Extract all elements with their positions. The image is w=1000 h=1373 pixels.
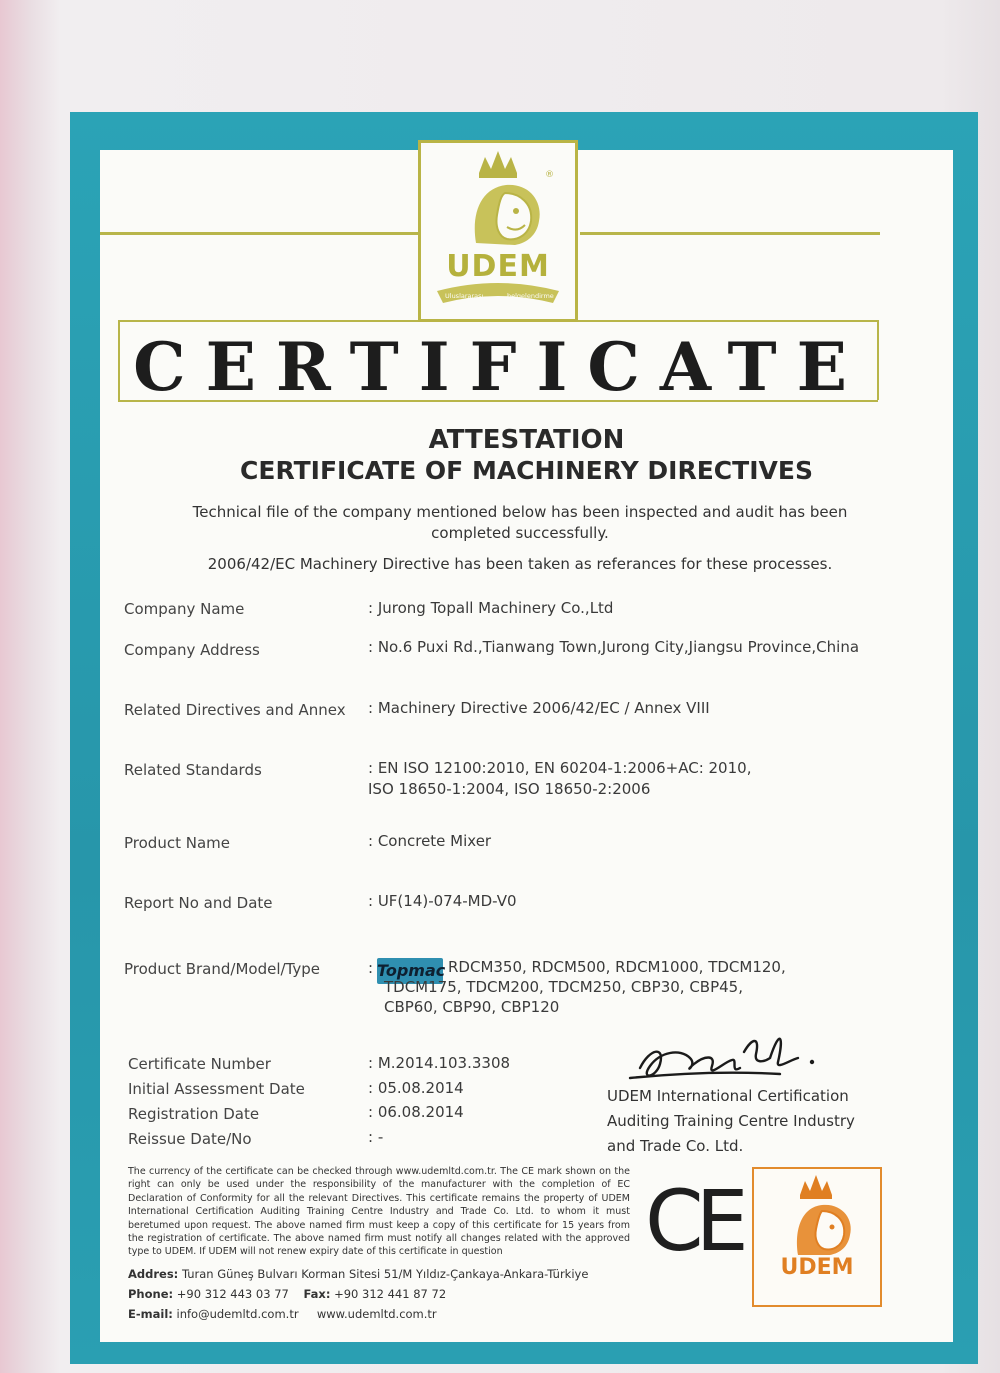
address-label: Addres: [128,1267,179,1281]
field-label: Company Address [124,641,260,659]
issuer-line: Auditing Training Centre Industry [607,1112,855,1130]
email-label: E-mail: [128,1307,173,1321]
cert-value: : M.2014.103.3308 [368,1054,511,1072]
notice-paragraph: The currency of the certificate can be checked through www.udemltd.com.tr. The CE mark shown on the right can only be used under the responsibility of the manufacturer with the completion of EC Declaration of Conformity for all the relevant Directives. This certificate remains the property of UDEM International Certification Auditing Training Centre Industry and Trade Co. Ltd. to whom it must beretumed upon request. The above named firm must keep a copy of this certificate for 15 years from the registration of certificate. The above named firm must notify all changes related with the approved type to UDEM. If UDEM will not renew expiry date of this certificate in question [128,1166,630,1258]
models-line: TDCM175, TDCM200, TDCM250, CBP30, CBP45, [384,978,743,996]
cert-value: : 05.08.2014 [368,1079,464,1097]
subtitle-attestation: ATTESTATION [428,425,625,455]
models-line: RDCM350, RDCM500, RDCM1000, TDCM120, [448,958,786,976]
logo-brand: UDEM [446,249,550,284]
phone-line [128,1287,446,1301]
logo2-brand: UDEM [780,1255,854,1280]
field-label: Report No and Date [124,894,273,912]
cert-label: Reissue Date/No [128,1130,252,1148]
frame-line [877,320,879,400]
phone-value: +90 312 443 03 77 [176,1287,289,1301]
issuer-line: UDEM International Certification [607,1087,849,1105]
field-value: : UF(14)-074-MD-V0 [368,892,517,910]
issuer-block [607,1084,855,1159]
cert-value: : - [368,1128,384,1146]
udem-logo-orange [752,1167,882,1307]
intro-reference: 2006/42/EC Machinery Directive has been taken as referances for these processes. [207,555,833,573]
field-value: : Machinery Directive 2006/42/EC / Annex VIII [368,699,710,717]
frame-line [580,232,880,235]
udem-logo [418,140,578,322]
cert-label: Initial Assessment Date [128,1080,305,1098]
fax-label: Fax: [303,1287,331,1301]
cert-label: Certificate Number [128,1055,271,1073]
lion-icon [475,185,540,245]
address-value: Turan Güneş Bulvarı Korman Sitesi 51/M Yıldız-Çankaya-Ankara-Türkiye [181,1267,589,1281]
intro-paragraph: Technical file of the company mentioned below has been inspected and audit has been completed successfully. [192,503,848,542]
email-value: info@udemltd.com.tr [176,1307,299,1321]
svg-text:®: ® [545,170,554,180]
website-value: www.udemltd.com.tr [316,1307,437,1321]
field-value: : EN ISO 12100:2010, EN 60204-1:2006+AC: 2010, ISO 18650-1:2004, ISO 18650-2:2006 [368,759,752,798]
lion-icon [797,1205,851,1255]
field-value: : Concrete Mixer [368,832,492,850]
field-label: Related Directives and Annex [124,701,346,719]
field-label: Product Brand/Model/Type [124,960,320,978]
certificate-title: CERTIFICATE [133,328,867,406]
fax-value: +90 312 441 87 72 [334,1287,447,1301]
field-value: : Jurong Topall Machinery Co.,Ltd [368,599,614,617]
subtitle-machinery: CERTIFICATE OF MACHINERY DIRECTIVES [240,456,813,485]
ribbon-left: Uluslararası [445,292,484,300]
phone-label: Phone: [128,1287,174,1301]
field-value: : [368,959,374,977]
address-line [128,1267,588,1281]
field-label: Product Name [124,834,230,852]
field-label: Related Standards [124,761,262,779]
crown-icon [800,1175,832,1199]
ce-mark: CE [645,1172,741,1270]
models-line: CBP60, CBP90, CBP120 [384,998,560,1016]
cert-value: : 06.08.2014 [368,1103,464,1121]
frame-line [118,320,120,400]
field-value: : No.6 Puxi Rd.,Tianwang Town,Jurong City,Jiangsu Province,China [368,638,860,656]
frame-line [100,232,420,235]
email-line [128,1307,437,1321]
cert-label: Registration Date [128,1105,260,1123]
ribbon-right: belgelendirme [507,292,554,300]
issuer-line: and Trade Co. Ltd. [607,1137,744,1155]
crown-icon [479,151,517,178]
field-label: Company Name [124,600,245,618]
topmac-logo: Topmac [377,958,443,984]
